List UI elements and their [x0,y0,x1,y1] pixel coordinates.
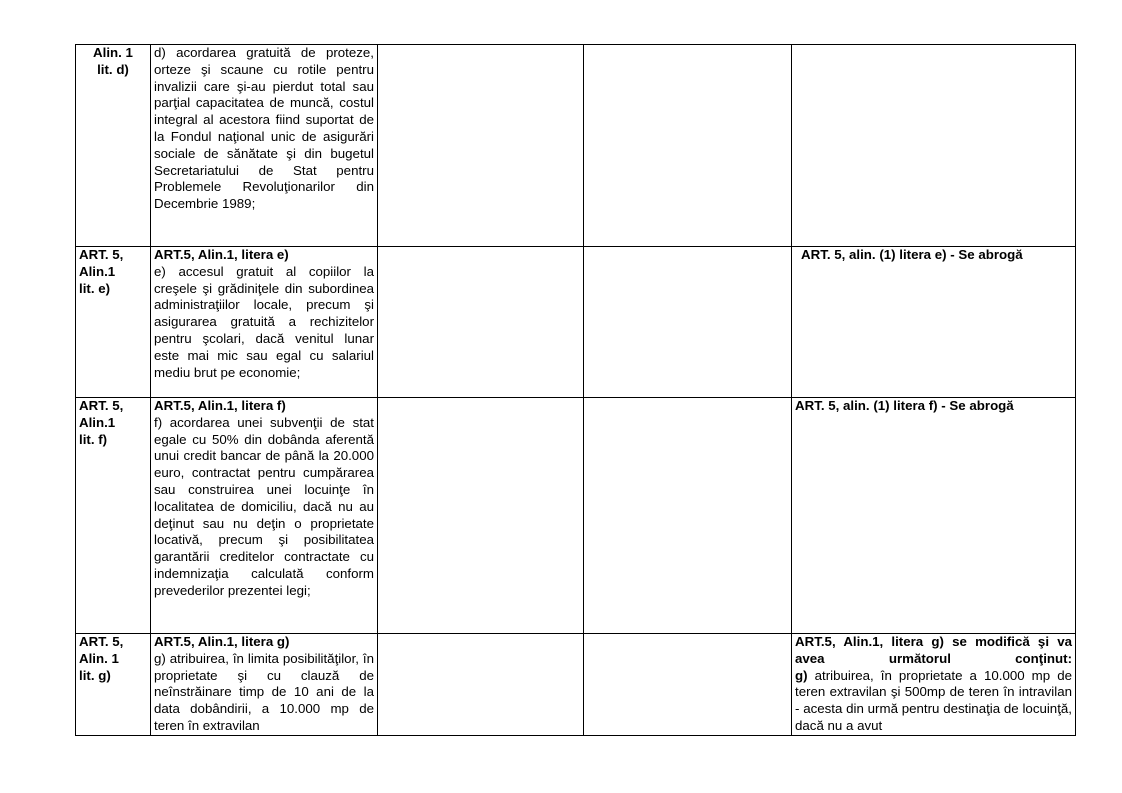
amendment-heading: ART.5, Alin.1, litera g) se modifică şi va avea următorul conţinut: [795,634,1072,666]
reference-line: ART. 5, [79,398,124,413]
article-heading: ART.5, Alin.1, litera e) [154,247,289,262]
empty-cell [378,398,584,634]
table-row [76,247,1076,398]
current-text: d) acordarea gratuită de proteze, orteze şi scaune cu rotile pentru invalizii care şi-au pierdut total sau parţial capacitatea de muncă, costul integral al acestora fiind suportat de la Fondul naţional unic de asigurări sociale de sănătate şi din bugetul Secretariatului de Stat pentru Problemele Revoluţionarilor din Decembrie 1989; [154,45,374,212]
reference-line: lit. f) [79,431,108,447]
current-text: e) accesul gratuit al copiilor la creşele şi grădiniţele din subordinea administraţiilor locale, precum şi asigurarea gratuită a rechizitelor pentru şcolari, dacă venitul lunar este mai mic sau egal cu salariul mediu brut pe economie; [154,263,374,380]
reference-line: Alin.1 [79,263,116,279]
table-row [76,398,1076,634]
reference-line: lit. e) [79,280,111,296]
empty-cell [584,398,792,634]
reference-line: lit. d) [97,61,129,77]
article-heading: ART.5, Alin.1, litera g) [154,634,290,649]
current-text-cell [151,45,378,247]
current-text-cell [151,634,378,736]
current-text: g) atribuirea, în limita posibilităţilor, în proprietate şi cu clauză de neînstrăinare timp de 10 ani de la data dobândirii, a 10.000 mp de teren în extravilan [154,650,374,733]
article-reference [76,634,151,736]
table-row [76,634,1076,736]
empty-cell [378,45,584,247]
article-heading: ART.5, Alin.1, litera f) [154,398,286,413]
current-text-cell [151,398,378,634]
empty-cell [584,45,792,247]
empty-cell [378,247,584,398]
article-reference [76,398,151,634]
amendment-heading: ART. 5, alin. (1) litera f) - Se abrogă [795,398,1014,413]
reference-line: Alin.1 [79,414,116,430]
reference-line: ART. 5, [79,634,124,649]
current-text: f) acordarea unei subvenţii de stat egale cu 50% din dobânda aferentă unui credit bancar de până la 20.000 euro, contractat pentru cumpărarea sau construirea unei locuinţe în localitatea de domiciliu, dacă nu au deţinut sau nu deţin o proprietate locativă, precum şi posibilitatea garantării creditelor contractate cu indemnizaţia calculată conform prevederilor prezentei legi; [154,414,374,598]
amendment-lead: g) [795,667,808,683]
current-text-cell [151,247,378,398]
article-reference [76,45,151,247]
empty-cell [584,247,792,398]
empty-cell [584,634,792,736]
empty-cell [378,634,584,736]
amendment-cell [792,398,1076,634]
amendment-heading: ART. 5, alin. (1) litera e) - Se abrogă [801,247,1023,262]
reference-line: lit. g) [79,667,111,683]
article-reference [76,247,151,398]
comparison-table [75,44,1076,736]
table-row [76,45,1076,247]
amendment-text: atribuirea, în proprietate a 10.000 mp de teren extravilan şi 500mp de teren în intravilan - acesta din urmă pentru destinaţia de locuinţă, dacă nu a avut [795,667,1072,733]
reference-line: Alin. 1 [93,45,133,60]
reference-line: ART. 5, [79,247,124,262]
amendment-cell [792,634,1076,736]
reference-line: Alin. 1 [79,650,119,666]
amendment-cell [792,247,1076,398]
empty-cell [792,45,1076,247]
